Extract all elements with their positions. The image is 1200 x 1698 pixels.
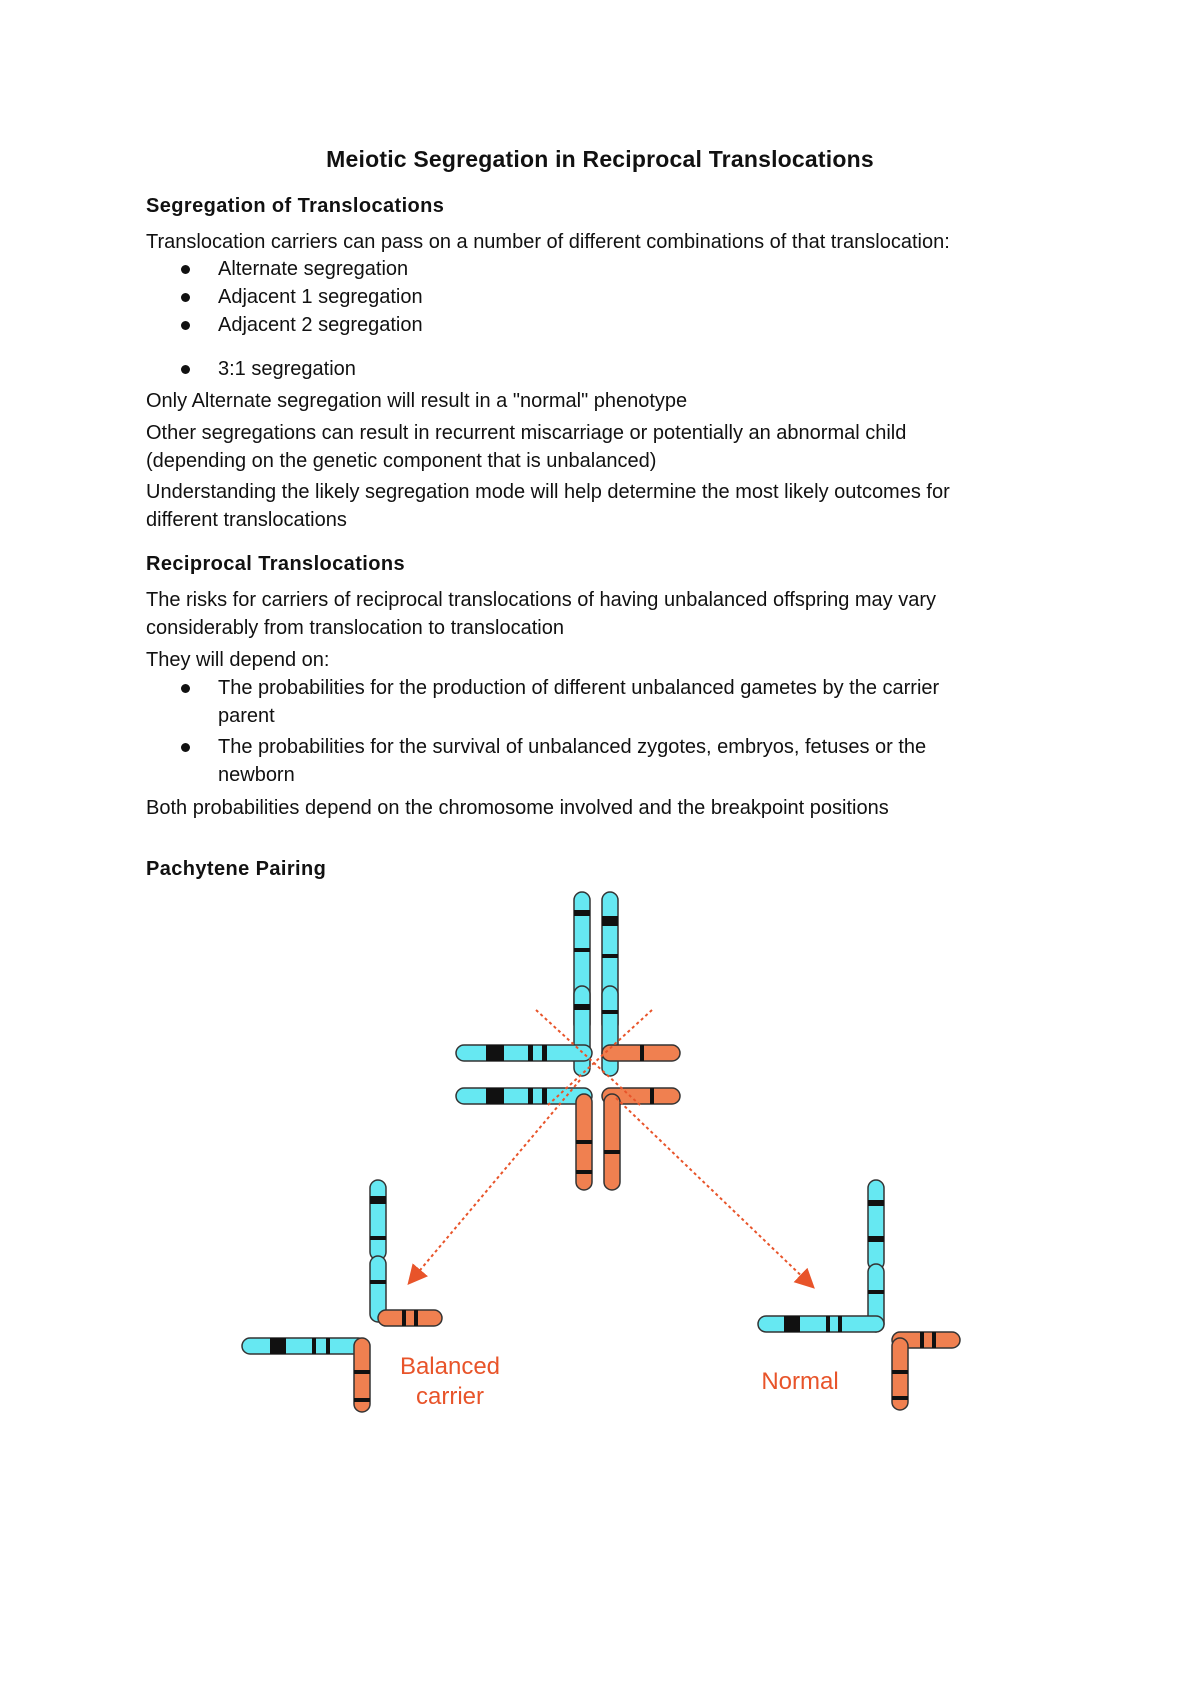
list-item: parent [218,705,275,727]
arrow-to-normal [616,1098,812,1286]
heading-segregation: Segregation of Translocations [146,195,445,217]
list-item: 3:1 segregation [218,358,356,380]
arrow-to-balanced [410,1080,580,1282]
list-item: The probabilities for the production of different unbalanced gametes by the carrier [218,677,940,699]
paragraph: Only Alternate segregation will result in a "normal" phenotype [146,390,688,412]
paragraph: different translocations [146,509,347,531]
intro-paragraph: Translocation carriers can pass on a number of different combinations of that translocation: [146,231,950,253]
paragraph: (depending on the genetic component that is unbalanced) [146,450,657,472]
paragraph: The risks for carriers of reciprocal translocations of having unbalanced offspring may vary [146,589,936,611]
chromosome-arm [456,1045,592,1061]
label-line: carrier [415,1383,484,1410]
chromosome-arm [378,1310,442,1326]
paragraph: considerably from translocation to translocation [146,617,564,639]
chromosome-arm [574,986,590,1076]
page-title: Meiotic Segregation in Reciprocal Translocations [326,146,874,172]
bullet-dot [181,321,190,330]
paragraph: Both probabilities depend on the chromosome involved and the breakpoint positions [146,797,889,819]
bullet-dot [181,684,190,693]
list-item: Adjacent 1 segregation [218,286,423,308]
label-line: Balanced [399,1353,501,1380]
list-item: Alternate segregation [218,258,409,280]
balanced-carrier-label [380,1352,520,1412]
list-item: The probabilities for the survival of unbalanced zygotes, embryos, fetuses or the [218,736,927,758]
paragraph: They will depend on: [146,649,330,671]
normal-label: Normal [761,1368,839,1395]
chromosome-arm [604,1094,620,1190]
paragraph: Other segregations can result in recurrent miscarriage or potentially an abnormal child [146,422,907,444]
chromosome-arm [868,1180,884,1270]
heading-pachytene: Pachytene Pairing [146,858,327,880]
chromosome-arm [370,1180,386,1260]
pachytene-diagram [0,880,1200,1440]
bullet-dot [181,743,190,752]
bullet-dot [181,293,190,302]
chromosome-arm [758,1316,884,1332]
heading-reciprocal: Reciprocal Translocations [146,553,405,575]
bullet-dot [181,365,190,374]
list-item: newborn [218,764,295,786]
list-item: Adjacent 2 segregation [218,314,423,336]
chromosome-arm [242,1338,366,1354]
chromosome-arm [602,986,618,1076]
chromosome-bands [486,910,654,1174]
paragraph: Understanding the likely segregation mode will help determine the most likely outcomes for [146,481,950,503]
quadrivalent [456,892,680,1190]
bullet-dot [181,265,190,274]
